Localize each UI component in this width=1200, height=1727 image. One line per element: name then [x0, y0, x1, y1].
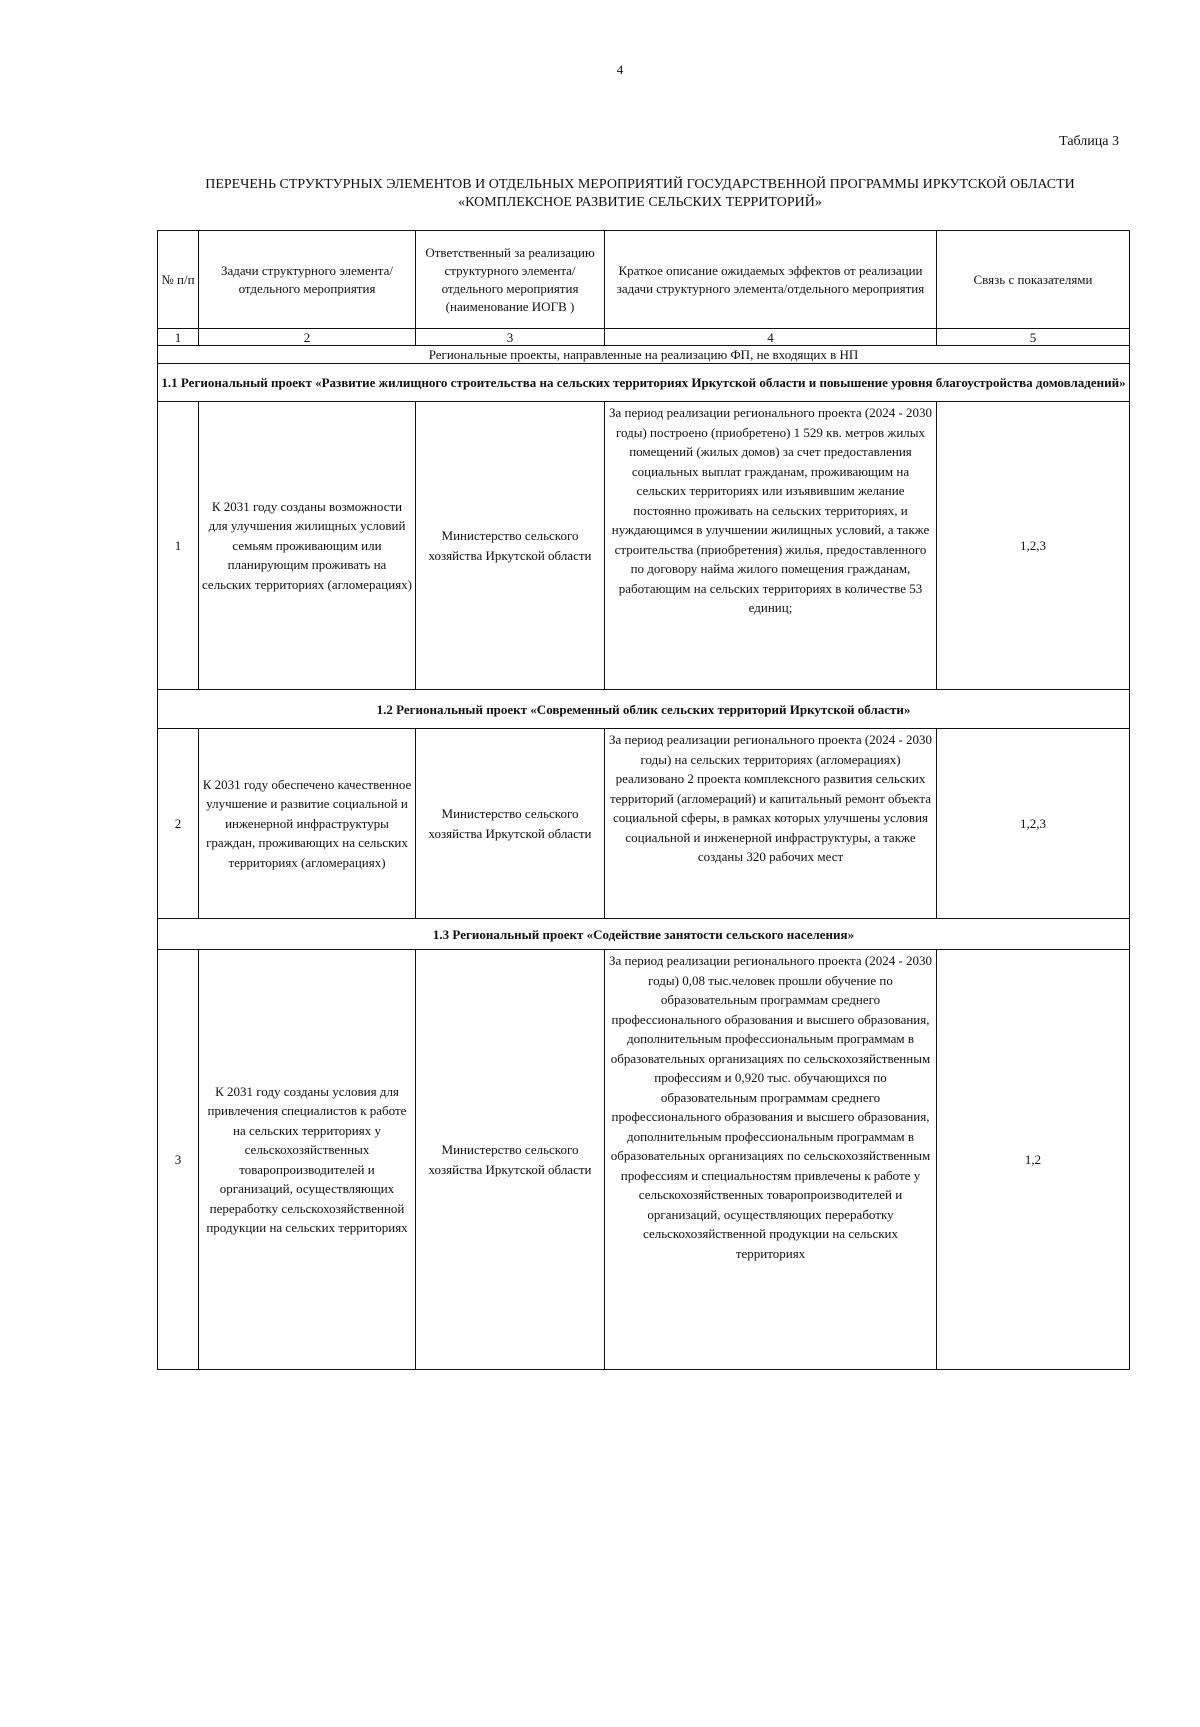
row-task: К 2031 году созданы условия для привлечения специалистов к работе на сельских территориях у сельскохозяйственных товаропроизводителей и организаций, осуществляющих переработку сельскохозяйственной продукции на сельских территориях: [199, 950, 416, 1370]
group-title: Региональные проекты, направленные на реализацию ФП, не входящих в НП: [158, 346, 1130, 364]
column-number: 2: [199, 329, 416, 346]
row-indicators: 1,2,3: [937, 729, 1130, 919]
row-task: К 2031 году обеспечено качественное улучшение и развитие социальной и инженерной инфраструктуры граждан, проживающих на сельских территориях (агломерациях): [199, 729, 416, 919]
page-number: 4: [616, 62, 624, 77]
header-indicators: Связь с показателями: [937, 231, 1130, 329]
table-row: [158, 402, 1130, 690]
table-label: Таблица 3: [1059, 134, 1119, 149]
table-row: [158, 729, 1130, 919]
column-number: 1: [158, 329, 199, 346]
column-number-row: [158, 329, 1130, 346]
table-header-row: [158, 231, 1130, 329]
header-task: Задачи структурного элемента/отдельного мероприятия: [199, 231, 416, 329]
document-title-line-2: «КОМПЛЕКСНОЕ РАЗВИТИЕ СЕЛЬСКИХ ТЕРРИТОРИЙ»: [458, 195, 822, 210]
column-number: 5: [937, 329, 1130, 346]
section-title: 1.2 Региональный проект «Современный облик сельских территорий Иркутской области»: [158, 690, 1130, 729]
row-description: За период реализации регионального проекта (2024 - 2030 годы) 0,08 тыс.человек прошли обучение по образовательным программам среднего профессионального образования и высшего образования, дополнительным профессиональным программам в образовательных организациях по сельскохозяйственным профессиям и 0,920 тыс. обучающихся по образовательным программам среднего профессионального образования и высшего образования, дополнительным профессиональным программам в образовательных организациях по сельскохозяйственным профессиям и специальностям привлечены к работе у сельскохозяйственных товаропроизводителей и организаций, осуществляющих переработку сельскохозяйственной продукции на сельских территориях: [605, 950, 937, 1370]
document-title-line-1: ПЕРЕЧЕНЬ СТРУКТУРНЫХ ЭЛЕМЕНТОВ И ОТДЕЛЬНЫХ МЕРОПРИЯТИЙ ГОСУДАРСТВЕННОЙ ПРОГРАММЫ ИРКУТСКОЙ ОБЛАСТИ: [205, 177, 1075, 192]
row-description: За период реализации регионального проекта (2024 - 2030 годы) на сельских территориях (агломерациях) реализовано 2 проекта комплексного развития сельских территорий (агломераций) и капитальный ремонт объекта социальной сферы, в рамках которых улучшены условия социальной и инженерной инфраструктуры, а также созданы 320 рабочих мест: [605, 729, 937, 919]
group-title-row: [158, 346, 1130, 364]
column-number: 4: [605, 329, 937, 346]
row-number: 3: [158, 950, 199, 1370]
row-responsible: Министерство сельского хозяйства Иркутской области: [416, 402, 605, 690]
header-responsible: Ответственный за реализацию структурного элемента/отдельного мероприятия (наименование ИОГВ ): [416, 231, 605, 329]
header-description: Краткое описание ожидаемых эффектов от реализации задачи структурного элемента/отдельного мероприятия: [605, 231, 937, 329]
row-task: К 2031 году созданы возможности для улучшения жилищных условий семьям проживающим или планирующим проживать на сельских территориях (агломерациях): [199, 402, 416, 690]
row-indicators: 1,2,3: [937, 402, 1130, 690]
section-title-row: [158, 919, 1130, 950]
section-title: 1.1 Региональный проект «Развитие жилищного строительства на сельских территориях Иркутской области и повышение уровня благоустройства домовладений»: [158, 364, 1130, 402]
elements-table: [157, 230, 1130, 1370]
section-title-row: [158, 690, 1130, 729]
column-number: 3: [416, 329, 605, 346]
section-title: 1.3 Региональный проект «Содействие занятости сельского населения»: [158, 919, 1130, 950]
row-indicators: 1,2: [937, 950, 1130, 1370]
row-number: 2: [158, 729, 199, 919]
row-number: 1: [158, 402, 199, 690]
document-title: [150, 176, 1130, 212]
row-description: За период реализации регионального проекта (2024 - 2030 годы) построено (приобретено) 1 529 кв. метров жилых помещений (жилых домов) за счет предоставления социальных выплат гражданам, проживающим на сельских территориях или изъявившим желание постоянно проживать на сельских территориях, и нуждающимся в улучшении жилищных условий, а также строительства (приобретения) жилья, предоставленного по договору найма жилого помещения гражданам, работающим на сельских территориях в количестве 53 единиц;: [605, 402, 937, 690]
section-title-row: [158, 364, 1130, 402]
header-number: № п/п: [158, 231, 199, 329]
row-responsible: Министерство сельского хозяйства Иркутской области: [416, 729, 605, 919]
row-responsible: Министерство сельского хозяйства Иркутской области: [416, 950, 605, 1370]
table-row: [158, 950, 1130, 1370]
